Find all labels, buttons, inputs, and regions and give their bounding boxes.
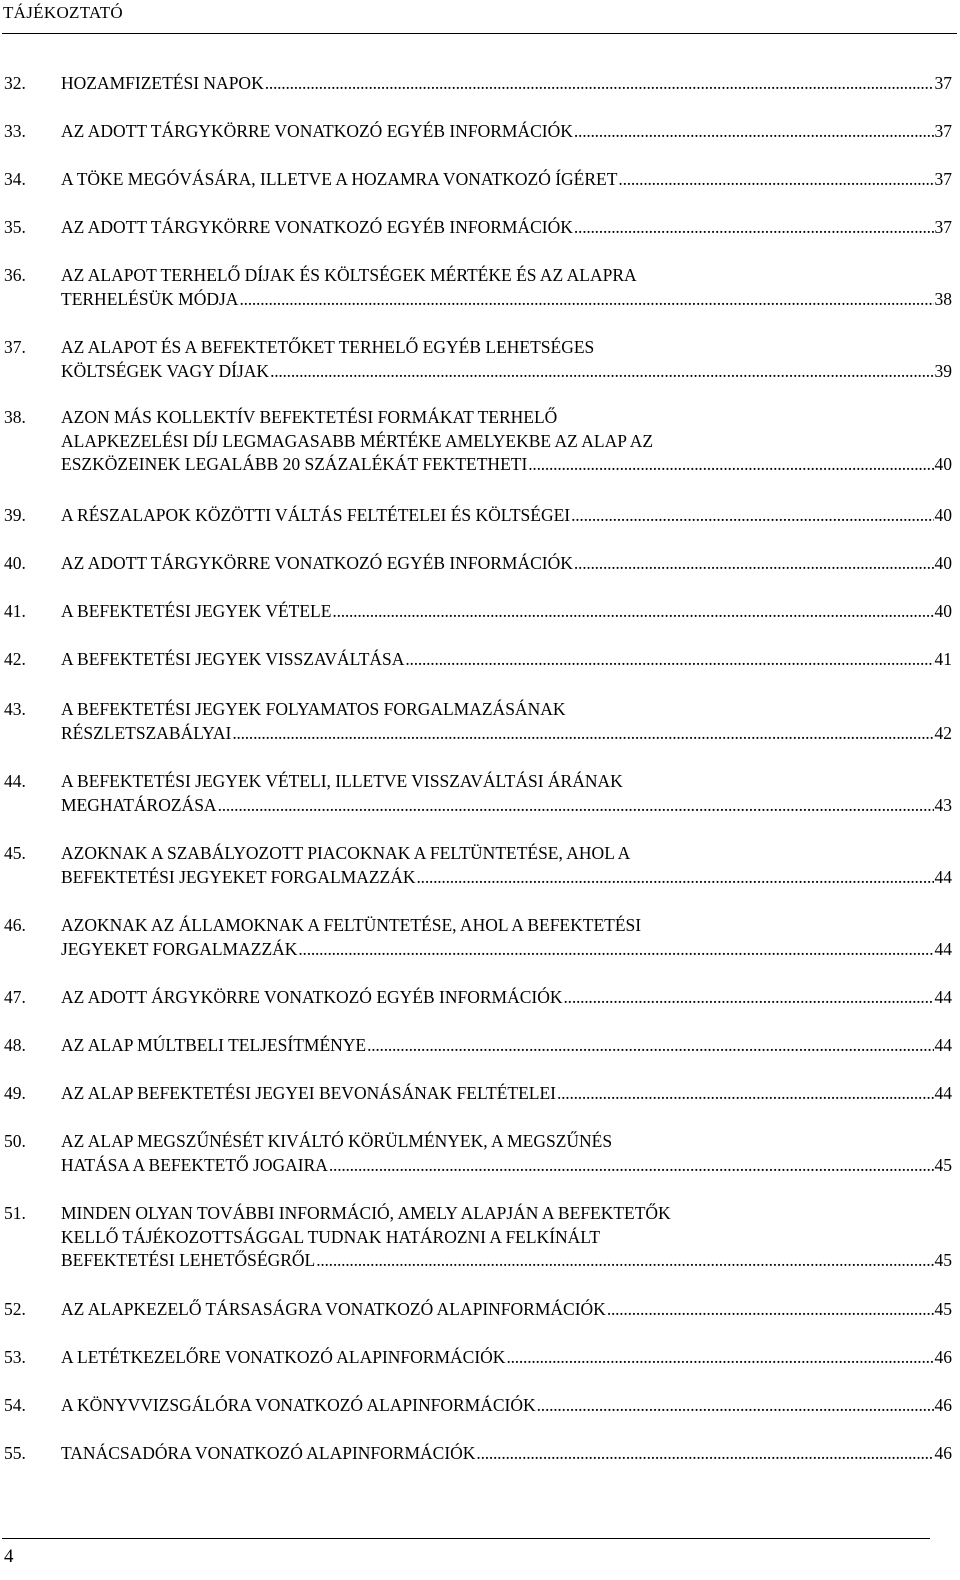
toc-entry-title: BEFEKTETÉSI JEGYEKET FORGALMAZZÁK <box>61 866 416 887</box>
toc-entry-title: AZ ADOTT TÁRGYKÖRRE VONATKOZÓ EGYÉB INFORMÁCIÓK <box>61 553 573 573</box>
toc-entry-title: A TÖKE MEGÓVÁSÁRA, ILLETVE A HOZAMRA VONATKOZÓ ÍGÉRET <box>61 169 618 189</box>
toc-entry-number: 41. <box>4 601 26 621</box>
toc-entry-last-line <box>61 722 952 746</box>
toc-page-number: 41 <box>934 649 952 669</box>
toc-page-number: 45 <box>934 1250 952 1270</box>
toc-dot-leader <box>537 1394 934 1418</box>
toc-entry[interactable] <box>4 698 952 745</box>
toc-page-number: 37 <box>934 217 952 237</box>
toc-entry-title: BEFEKTETÉSI LEHETŐSÉGRŐL <box>61 1250 316 1270</box>
toc-entry-last-line <box>61 168 952 192</box>
toc-entry[interactable] <box>4 600 952 624</box>
toc-dot-leader <box>564 986 934 1010</box>
toc-entry[interactable] <box>4 1082 952 1106</box>
toc-entry-title: A KÖNYVVIZSGÁLÓRA VONATKOZÓ ALAPINFORMÁCIÓK <box>61 1395 536 1415</box>
toc-entry[interactable] <box>4 120 952 144</box>
toc-page-number: 43 <box>934 794 952 815</box>
toc-entry-title: ALAPKEZELÉSI DÍJ LEGMAGASABB MÉRTÉKE AMELYEKBE AZ ALAP AZ <box>61 430 654 451</box>
toc-dot-leader <box>218 794 934 818</box>
toc-entry-number: 55. <box>4 1443 26 1463</box>
toc-entry-number: 46. <box>4 915 26 935</box>
toc-entry-last-line <box>61 938 952 962</box>
toc-entry-body <box>61 698 952 745</box>
toc-dot-leader <box>574 216 934 240</box>
toc-entry-body <box>61 552 952 576</box>
toc-entry[interactable] <box>4 1298 952 1322</box>
toc-entry-last-line <box>61 360 952 384</box>
toc-entry-title: HOZAMFIZETÉSI NAPOK <box>61 73 264 93</box>
toc-entry-number: 48. <box>4 1035 26 1055</box>
toc-dot-leader <box>571 504 933 528</box>
toc-entry-title: RÉSZLETSZABÁLYAI <box>61 722 232 743</box>
toc-entry-number: 40. <box>4 553 26 573</box>
toc-entry-number: 47. <box>4 987 26 1007</box>
toc-dot-leader <box>298 938 933 962</box>
toc-entry[interactable] <box>4 1130 952 1177</box>
toc-dot-leader <box>618 168 933 192</box>
toc-dot-leader <box>329 1154 934 1178</box>
toc-entry-body <box>61 648 952 672</box>
toc-entry[interactable] <box>4 986 952 1010</box>
toc-entry[interactable] <box>4 406 952 477</box>
toc-page-number: 38 <box>934 288 952 309</box>
toc-dot-leader <box>405 648 933 672</box>
toc-entry-body <box>61 336 952 383</box>
toc-entry-number: 37. <box>4 337 26 357</box>
toc-entry-body <box>61 1442 952 1466</box>
toc-entry[interactable] <box>4 1442 952 1466</box>
toc-dot-leader <box>607 1298 934 1322</box>
toc-entry-title: AZ ALAP MÚLTBELI TELJESÍTMÉNYE <box>61 1035 367 1055</box>
toc-entry-title: TERHELÉSÜK MÓDJA <box>61 288 239 309</box>
toc-entry[interactable] <box>4 1034 952 1058</box>
toc-entry[interactable] <box>4 914 952 961</box>
toc-entry-last-line <box>61 1082 952 1106</box>
toc-entry[interactable] <box>4 552 952 576</box>
toc-entry-number: 52. <box>4 1299 26 1319</box>
toc-entry-body <box>61 1394 952 1418</box>
toc-dot-leader <box>367 1034 933 1058</box>
toc-entry-last-line <box>61 1394 952 1418</box>
toc-page-number: 40 <box>934 505 952 525</box>
toc-entry-title: KÖLTSÉGEK VAGY DÍJAK <box>61 360 270 381</box>
toc-entry-number: 54. <box>4 1395 26 1415</box>
toc-dot-leader <box>574 120 934 144</box>
toc-entry-title: AZOKNAK A SZABÁLYOZOTT PIACOKNAK A FELTÜNTETÉSE, AHOL A <box>61 843 631 863</box>
toc-entry[interactable] <box>4 216 952 240</box>
toc-entry-body <box>61 986 952 1010</box>
toc-entry-body <box>61 504 952 528</box>
toc-entry-last-line <box>61 986 952 1010</box>
toc-entry-number: 36. <box>4 265 26 285</box>
toc-entry-title: AZON MÁS KOLLEKTÍV BEFEKTETÉSI FORMÁKAT TERHELŐ <box>61 407 558 427</box>
toc-entry-number: 35. <box>4 217 26 237</box>
toc-entry[interactable] <box>4 1346 952 1370</box>
toc-entry-body <box>61 770 952 817</box>
toc-entry-last-line <box>61 453 952 477</box>
toc-entry-number: 33. <box>4 121 26 141</box>
toc-page-number: 40 <box>934 553 952 573</box>
footer-divider <box>2 1538 930 1539</box>
toc-page-number: 45 <box>934 1154 952 1175</box>
toc-entry-title: ESZKÖZEINEK LEGALÁBB 20 SZÁZALÉKÁT FEKTETHETI <box>61 454 528 474</box>
toc-dot-leader <box>270 360 933 384</box>
toc-entry-title: TANÁCSADÓRA VONATKOZÓ ALAPINFORMÁCIÓK <box>61 1443 476 1463</box>
toc-entry-title: AZ ALAPKEZELŐ TÁRSASÁGRA VONATKOZÓ ALAPINFORMÁCIÓK <box>61 1299 606 1319</box>
toc-page-number: 46 <box>934 1395 952 1415</box>
toc-entry-last-line <box>61 120 952 144</box>
toc-entry-body <box>61 72 952 96</box>
toc-page-number: 44 <box>934 938 952 959</box>
toc-entry-number: 51. <box>4 1203 26 1223</box>
toc-entry-last-line <box>61 794 952 818</box>
toc-entry-last-line <box>61 600 952 624</box>
toc-entry-title: A BEFEKTETÉSI JEGYEK VÉTELI, ILLETVE VISSZAVÁLTÁSI ÁRÁNAK <box>61 771 623 791</box>
toc-entry[interactable] <box>4 336 952 383</box>
toc-dot-leader <box>265 72 934 96</box>
toc-entry[interactable] <box>4 504 952 528</box>
toc-page-number: 46 <box>934 1347 952 1367</box>
toc-page-number: 45 <box>934 1299 952 1319</box>
toc-entry-title: AZ ADOTT ÁRGYKÖRRE VONATKOZÓ EGYÉB INFORMÁCIÓK <box>61 987 563 1007</box>
toc-entry-last-line <box>61 72 952 96</box>
toc-entry-last-line <box>61 216 952 240</box>
toc-dot-leader <box>574 552 934 576</box>
toc-entry-title: A BEFEKTETÉSI JEGYEK FOLYAMATOS FORGALMAZÁSÁNAK <box>61 699 566 719</box>
toc-entry[interactable] <box>4 1394 952 1418</box>
toc-page-number: 44 <box>934 866 952 887</box>
toc-entry[interactable] <box>4 264 952 311</box>
toc-entry-title: MEGHATÁROZÁSA <box>61 794 217 815</box>
toc-entry-last-line <box>61 1442 952 1466</box>
toc-entry-title: AZ ALAPOT ÉS A BEFEKTETŐKET TERHELŐ EGYÉB LEHETSÉGES <box>61 337 595 357</box>
toc-entry-last-line <box>61 288 952 312</box>
toc-entry-number: 32. <box>4 73 26 93</box>
toc-dot-leader <box>476 1442 933 1466</box>
toc-entry-body <box>61 264 952 311</box>
toc-entry-number: 43. <box>4 699 26 719</box>
toc-entry[interactable] <box>4 842 952 889</box>
toc-entry-body <box>61 120 952 144</box>
toc-entry-last-line <box>61 1154 952 1178</box>
toc-page-number: 44 <box>934 1035 952 1055</box>
toc-entry-number: 50. <box>4 1131 26 1151</box>
toc-entry-last-line <box>61 1249 952 1273</box>
toc-page-number: 37 <box>934 169 952 189</box>
toc-entry-title: KELLŐ TÁJÉKOZOTTSÁGGAL TUDNAK HATÁROZNI A FELKÍNÁLT <box>61 1226 601 1247</box>
toc-page-number: 39 <box>934 360 952 381</box>
toc-page-number: 40 <box>934 454 952 474</box>
toc-entry-last-line <box>61 552 952 576</box>
toc-entry-body <box>61 1130 952 1177</box>
toc-entry-title: AZ ADOTT TÁRGYKÖRRE VONATKOZÓ EGYÉB INFORMÁCIÓK <box>61 217 573 237</box>
toc-entry-title: A BEFEKTETÉSI JEGYEK VISSZAVÁLTÁSA <box>61 649 405 669</box>
toc-dot-leader <box>232 722 933 746</box>
toc-entry-last-line <box>61 1034 952 1058</box>
toc-entry-body <box>61 1346 952 1370</box>
toc-entry[interactable] <box>4 168 952 192</box>
toc-entry-number: 49. <box>4 1083 26 1103</box>
header-divider <box>2 33 957 34</box>
toc-entry-number: 45. <box>4 843 26 863</box>
toc-entry-title: JEGYEKET FORGALMAZZÁK <box>61 938 298 959</box>
toc-entry-number: 53. <box>4 1347 26 1367</box>
toc-entry[interactable] <box>4 1202 952 1273</box>
toc-entry-body <box>61 216 952 240</box>
toc-entry-title: A RÉSZALAPOK KÖZÖTTI VÁLTÁS FELTÉTELEI ÉS KÖLTSÉGEI <box>61 505 571 525</box>
toc-entry-title: AZ ALAPOT TERHELŐ DÍJAK ÉS KÖLTSÉGEK MÉRTÉKE ÉS AZ ALAPRA <box>61 265 637 285</box>
toc-entry-title: A LETÉTKEZELŐRE VONATKOZÓ ALAPINFORMÁCIÓK <box>61 1347 506 1367</box>
toc-page-number: 46 <box>934 1443 952 1463</box>
toc-entry-body <box>61 1202 952 1273</box>
toc-entry-number: 38. <box>4 407 26 427</box>
toc-page-number: 37 <box>934 73 952 93</box>
document-title: TÁJÉKOZTATÓ <box>3 3 123 22</box>
toc-entry-last-line <box>61 866 952 890</box>
toc-entry-number: 42. <box>4 649 26 669</box>
toc-entry[interactable] <box>4 648 952 672</box>
toc-entry-number: 44. <box>4 771 26 791</box>
toc-entry-last-line <box>61 504 952 528</box>
toc-entry-title: HATÁSA A BEFEKTETŐ JOGAIRA <box>61 1154 328 1175</box>
toc-entry-body <box>61 600 952 624</box>
toc-entry[interactable] <box>4 72 952 96</box>
toc-dot-leader <box>417 866 934 890</box>
toc-entry-number: 39. <box>4 505 26 525</box>
toc-entry-title: MINDEN OLYAN TOVÁBBI INFORMÁCIÓ, AMELY ALAPJÁN A BEFEKTETŐK <box>61 1203 671 1223</box>
toc-entry-body <box>61 406 952 477</box>
toc-entry-title: AZ ALAP BEFEKTETÉSI JEGYEI BEVONÁSÁNAK FELTÉTELEI <box>61 1083 556 1103</box>
toc-entry[interactable] <box>4 770 952 817</box>
toc-entry-body <box>61 168 952 192</box>
toc-entry-body <box>61 1298 952 1322</box>
toc-dot-leader <box>557 1082 934 1106</box>
toc-entry-last-line <box>61 648 952 672</box>
toc-dot-leader <box>528 453 933 477</box>
toc-page-number: 42 <box>934 722 952 743</box>
toc-entry-body <box>61 914 952 961</box>
toc-entry-last-line <box>61 1298 952 1322</box>
toc-dot-leader <box>506 1346 933 1370</box>
toc-entry-title: AZ ALAP MEGSZŰNÉSÉT KIVÁLTÓ KÖRÜLMÉNYEK, A MEGSZŰNÉS <box>61 1131 613 1151</box>
toc-entry-number: 34. <box>4 169 26 189</box>
toc-dot-leader <box>239 288 933 312</box>
toc-page-number: 40 <box>934 601 952 621</box>
toc-entry-body <box>61 1082 952 1106</box>
toc-entry-title: AZOKNAK AZ ÁLLAMOKNAK A FELTÜNTETÉSE, AHOL A BEFEKTETÉSI <box>61 915 642 935</box>
toc-page-number: 44 <box>934 987 952 1007</box>
toc-entry-title: A BEFEKTETÉSI JEGYEK VÉTELE <box>61 601 332 621</box>
toc-page-number: 37 <box>934 121 952 141</box>
toc-dot-leader <box>332 600 933 624</box>
toc-entry-body <box>61 1034 952 1058</box>
toc-entry-body <box>61 842 952 889</box>
toc-page-number: 44 <box>934 1083 952 1103</box>
toc-dot-leader <box>316 1249 933 1273</box>
toc-entry-title: AZ ADOTT TÁRGYKÖRRE VONATKOZÓ EGYÉB INFORMÁCIÓK <box>61 121 573 141</box>
toc-entry-last-line <box>61 1346 952 1370</box>
page-number: 4 <box>4 1546 14 1567</box>
